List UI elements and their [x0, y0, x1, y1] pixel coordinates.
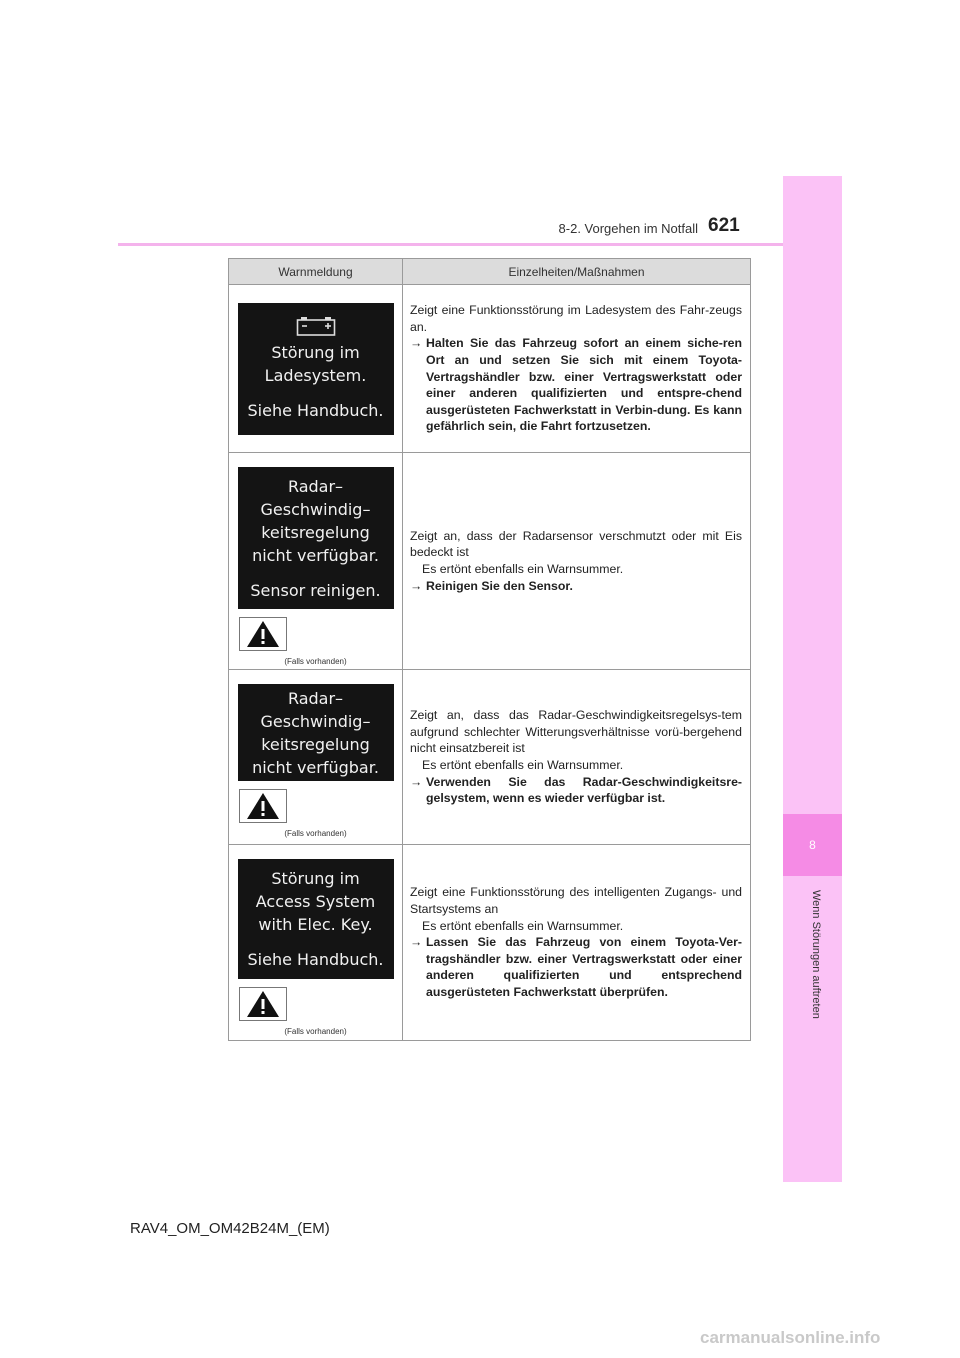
warning-message-cell — [229, 845, 403, 1041]
watermark: carmanualsonline.info — [700, 1328, 881, 1347]
screen-line: Geschwindig– — [260, 499, 371, 519]
warning-triangle-icon — [245, 619, 281, 649]
table-row — [229, 670, 751, 845]
battery-icon — [296, 315, 336, 337]
warning-triangle-icon — [245, 791, 281, 821]
arrow-right-icon: → — [410, 935, 423, 950]
action-line — [410, 335, 742, 435]
screen-line: Siehe Handbuch. — [247, 950, 384, 969]
table-row — [229, 453, 751, 670]
arrow-right-icon: → — [410, 774, 423, 789]
screen-line: Störung im — [271, 343, 360, 362]
action-line — [410, 934, 742, 1000]
arrow-right-icon: → — [410, 578, 423, 593]
availability-note: (Falls vorhanden) — [284, 829, 347, 838]
warning-table — [228, 258, 751, 1041]
screen-line: Geschwindig– — [260, 711, 371, 731]
screen-line: keitsregelung — [261, 734, 370, 754]
details-cell — [403, 845, 751, 1041]
table-row — [229, 285, 751, 453]
screen-line: Störung im — [271, 869, 360, 888]
display-screen — [238, 467, 394, 609]
display-screen — [238, 303, 394, 435]
warning-triangle-icon — [245, 989, 281, 1019]
action-line — [410, 774, 742, 807]
warning-message-cell — [229, 285, 403, 453]
description-text: Zeigt an, dass das Radar-Geschwindigkeitsregelsys-tem aufgrund schlechter Witterungsverhältnisse vorü-bergehend nicht einsatzbereit ist — [410, 708, 742, 756]
availability-note: (Falls vorhanden) — [284, 1027, 347, 1036]
description-text: Zeigt eine Funktionsstörung des intelligenten Zugangs- und Startsystems an — [410, 885, 742, 917]
action-line — [410, 578, 742, 595]
document-code: RAV4_OM_OM42B24M_(EM) — [130, 1220, 330, 1237]
warning-message-cell — [229, 670, 403, 845]
section-title: 8-2. Vorgehen im Notfall — [558, 221, 698, 236]
details-cell — [403, 285, 751, 453]
details-cell — [403, 670, 751, 845]
header-rule — [118, 243, 783, 246]
screen-line: Radar– — [287, 476, 344, 496]
screen-line: with Elec. Key. — [258, 915, 373, 934]
action-text: Lassen Sie das Fahrzeug von einem Toyota-Ver-tragshändler bzw. einer Vertragswerkstatt oder einer anderen qualifizierten und entsprechend ausgerüsteten Fachwerkstatt überprüfen. — [426, 935, 742, 999]
availability-note: (Falls vorhanden) — [284, 657, 347, 666]
screen-line: Ladesystem. — [264, 366, 367, 385]
screen-line: nicht verfügbar. — [252, 545, 379, 565]
action-text: Reinigen Sie den Sensor. — [426, 578, 573, 593]
buzzer-note: Es ertönt ebenfalls ein Warnsummer. — [422, 758, 624, 772]
display-screen — [238, 684, 394, 781]
screen-line: Access System — [255, 892, 376, 911]
buzzer-note: Es ertönt ebenfalls ein Warnsummer. — [422, 918, 624, 933]
description-text: Zeigt an, dass der Radarsensor verschmutzt oder mit Eis bedeckt ist — [410, 528, 742, 560]
caution-indicator — [239, 617, 287, 651]
chapter-number: 8 — [783, 814, 842, 876]
screen-line: Sensor reinigen. — [250, 580, 381, 600]
arrow-right-icon: → — [410, 336, 423, 351]
details-cell — [403, 453, 751, 670]
screen-line: Siehe Handbuch. — [247, 401, 384, 420]
screen-line: nicht verfügbar. — [252, 757, 379, 777]
screen-line: keitsregelung — [261, 522, 370, 542]
display-screen — [238, 859, 394, 979]
screen-line: Radar– — [287, 688, 344, 708]
page-number: 621 — [708, 215, 740, 236]
column-header-details: Einzelheiten/Maßnahmen — [403, 259, 751, 285]
action-text: Halten Sie das Fahrzeug sofort an einem siche-ren Ort an und setzen Sie sich mit einem Toyota-Vertragshändler bzw. einer Vertragswerkstatt oder einer anderen qualifizierten und entspre-chend ausgerüsteten Fachwerkstatt in Verbin-dung. Es kann gefährlich sein, die Fahrt fortzusetzen. — [426, 336, 742, 434]
table-row — [229, 845, 751, 1041]
column-header-warning: Warnmeldung — [229, 259, 403, 285]
warning-message-cell — [229, 453, 403, 670]
buzzer-note: Es ertönt ebenfalls ein Warnsummer. — [422, 562, 624, 576]
table-header-row — [229, 259, 751, 285]
action-text: Verwenden Sie das Radar-Geschwindigkeitsre-gelsystem, wenn es wieder verfügbar ist. — [426, 774, 742, 806]
caution-indicator — [239, 987, 287, 1021]
caution-indicator — [239, 789, 287, 823]
description-text: Zeigt eine Funktionsstörung im Ladesystem des Fahr-zeugs an. — [410, 303, 742, 334]
chapter-label: Wenn Störungen auftreten — [810, 890, 822, 1019]
